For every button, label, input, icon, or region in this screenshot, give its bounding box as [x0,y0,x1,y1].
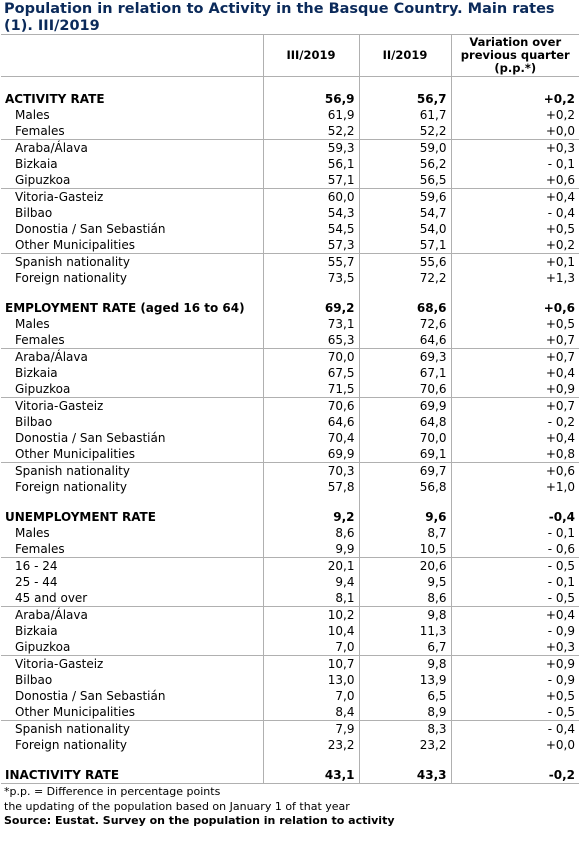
section-value: 68,6 [359,300,451,316]
row-value: 8,6 [263,525,359,541]
row-value: 8,1 [263,590,359,607]
row-value: 6,7 [359,639,451,656]
row-value: 69,7 [359,463,451,480]
row-value: 59,6 [359,189,451,206]
row-value: +0,5 [545,222,575,236]
table-row [1,349,579,366]
table-row [1,541,579,558]
row-value: +0,9 [545,382,575,396]
row-value: 56,8 [359,479,451,495]
row-value: +0,4 [545,366,575,380]
row-label: Foreign nationality [1,737,263,753]
row-value: +0,9 [451,656,579,673]
header-variation: Variation over previous quarter (p.p.*) [451,35,579,77]
table-row [1,688,579,704]
row-label: 16 - 24 [1,558,263,575]
table-row [1,107,579,123]
row-value: 8,7 [359,525,451,541]
section-value: +0,2 [543,92,575,106]
row-value: - 0,1 [547,157,575,171]
row-label: Donostia / San Sebastián [1,221,263,237]
rates-table [1,34,579,784]
row-value: 56,1 [263,156,359,172]
row-label: Males [1,107,263,123]
row-value: 10,7 [263,656,359,673]
section-value: 56,7 [359,91,451,107]
row-value: - 0,1 [547,575,575,589]
spacer-cell [1,495,263,509]
row-value: 73,1 [263,316,359,332]
row-value: 6,5 [359,688,451,704]
row-value: - 0,4 [451,721,579,738]
row-value: 69,9 [359,398,451,415]
table-row [1,365,579,381]
row-value: 23,2 [359,737,451,753]
footnote-population: the updating of the population based on January 1 of that year [4,800,350,813]
table-row [1,332,579,349]
table-row [1,704,579,721]
row-value: +0,2 [545,238,575,252]
row-label: Other Municipalities [1,704,263,721]
section-row [1,91,579,107]
header-blank [1,35,263,77]
section-row [1,509,579,525]
spacer-cell [359,753,451,767]
spacer-cell [1,753,263,767]
row-label: Bizkaia [1,623,263,639]
row-label: Bilbao [1,672,263,688]
row-value: 61,7 [359,107,451,123]
row-value: - 0,5 [547,705,575,719]
table-row [1,574,579,590]
section-label: UNEMPLOYMENT RATE [1,509,263,525]
spacer-cell [451,753,579,767]
row-value: 9,4 [263,574,359,590]
table-row [1,607,579,624]
section-value: -0,4 [548,510,575,524]
row-value: +0,7 [545,333,575,347]
row-value: 10,4 [263,623,359,639]
row-value: 70,3 [263,463,359,480]
section-value: 69,2 [263,300,359,316]
spacer-row [1,753,579,767]
table-row [1,237,579,254]
source-note: Source: Eustat. Survey on the population in relation to activity [4,814,395,827]
row-value: 61,9 [263,107,359,123]
section-value: 56,9 [263,91,359,107]
row-label: Bilbao [1,205,263,221]
row-value: 55,7 [263,254,359,271]
row-value: 57,1 [359,237,451,254]
table-row [1,221,579,237]
row-value: +0,4 [545,431,575,445]
row-value: 69,9 [263,446,359,463]
row-label: Vitoria-Gasteiz [1,398,263,415]
table-row [1,623,579,639]
table-row [1,189,579,206]
row-value: +0,2 [545,108,575,122]
row-value: 71,5 [263,381,359,398]
row-label: Females [1,541,263,558]
row-value: 20,6 [359,558,451,575]
row-label: Bizkaia [1,365,263,381]
table-row [1,479,579,495]
table-row [1,381,579,398]
footnote-pp: *p.p. = Difference in percentage points [4,785,221,798]
row-value: 8,6 [359,590,451,607]
row-value: 67,5 [263,365,359,381]
section-row [1,300,579,316]
row-value: +0,6 [545,173,575,187]
section-row [1,767,579,784]
row-label: Males [1,316,263,332]
row-value: +0,3 [451,140,579,157]
row-value: - 0,2 [547,415,575,429]
row-value: 20,1 [263,558,359,575]
spacer-cell [359,77,451,92]
section-value: 9,2 [263,509,359,525]
row-label: Foreign nationality [1,270,263,286]
section-value: 43,3 [359,767,451,784]
spacer-cell [263,753,359,767]
row-value: +1,3 [545,271,575,285]
row-value: 69,3 [359,349,451,366]
row-label: Gipuzkoa [1,172,263,189]
row-value: 64,8 [359,414,451,430]
row-value: 52,2 [359,123,451,140]
row-value: +0,3 [545,640,575,654]
row-value: +0,4 [451,189,579,206]
row-value: 69,1 [359,446,451,463]
table-row [1,316,579,332]
row-value: 54,3 [263,205,359,221]
section-value: 43,1 [263,767,359,784]
table-row [1,172,579,189]
row-value: 59,0 [359,140,451,157]
row-value: 54,0 [359,221,451,237]
row-value: 9,8 [359,607,451,624]
row-value: 60,0 [263,189,359,206]
row-value: 7,9 [263,721,359,738]
row-value: +1,0 [545,480,575,494]
row-label: Spanish nationality [1,721,263,738]
row-value: 7,0 [263,688,359,704]
row-value: 54,5 [263,221,359,237]
header-previous-quarter: II/2019 [359,35,451,77]
row-value: +0,0 [545,124,575,138]
row-value: 70,6 [359,381,451,398]
row-value: 10,2 [263,607,359,624]
row-value: +0,1 [451,254,579,271]
row-value: +0,0 [545,738,575,752]
table-row [1,721,579,738]
spacer-cell [1,286,263,300]
section-label: INACTIVITY RATE [1,767,263,784]
row-label: Vitoria-Gasteiz [1,656,263,673]
row-value: 54,7 [359,205,451,221]
row-value: 70,6 [263,398,359,415]
table-row [1,205,579,221]
table-body [1,77,579,784]
row-value: 11,3 [359,623,451,639]
row-value: +0,6 [451,463,579,480]
spacer-cell [359,286,451,300]
row-value: - 0,5 [451,558,579,575]
row-value: 8,9 [359,704,451,721]
row-value: 52,2 [263,123,359,140]
table-row [1,123,579,140]
row-label: Donostia / San Sebastián [1,688,263,704]
row-label: Araba/Álava [1,140,263,157]
row-label: Bizkaia [1,156,263,172]
row-value: 10,5 [359,541,451,558]
table-row [1,398,579,415]
row-value: +0,5 [545,317,575,331]
table-row [1,672,579,688]
spacer-cell [359,495,451,509]
table-row [1,156,579,172]
row-label: Bilbao [1,414,263,430]
row-value: 56,5 [359,172,451,189]
table-row [1,639,579,656]
row-value: 9,9 [263,541,359,558]
spacer-cell [263,286,359,300]
row-value: +0,8 [545,447,575,461]
row-label: Araba/Álava [1,349,263,366]
row-value: 70,4 [263,430,359,446]
row-value: 8,4 [263,704,359,721]
row-value: +0,4 [451,607,579,624]
row-value: 67,1 [359,365,451,381]
table-row [1,414,579,430]
row-value: 9,8 [359,656,451,673]
row-value: 8,3 [359,721,451,738]
row-label: Spanish nationality [1,463,263,480]
row-label: Females [1,332,263,349]
row-value: 55,6 [359,254,451,271]
row-value: 73,5 [263,270,359,286]
section-value: 9,6 [359,509,451,525]
row-value: 72,6 [359,316,451,332]
table-row [1,254,579,271]
row-value: 64,6 [359,332,451,349]
table-row [1,590,579,607]
row-value: 70,0 [359,430,451,446]
row-value: - 0,4 [547,206,575,220]
row-label: 25 - 44 [1,574,263,590]
section-value: +0,6 [543,301,575,315]
table-row [1,737,579,753]
section-label: EMPLOYMENT RATE (aged 16 to 64) [1,300,263,316]
spacer-row [1,286,579,300]
row-value: - 0,6 [547,542,575,556]
table-row [1,558,579,575]
spacer-cell [451,495,579,509]
page-title: Population in relation to Activity in the Basque Country. Main rates (1). III/2019 [4,1,555,34]
row-value: - 0,9 [547,673,575,687]
row-label: 45 and over [1,590,263,607]
section-label: ACTIVITY RATE [1,91,263,107]
row-value: 13,9 [359,672,451,688]
row-label: Araba/Álava [1,607,263,624]
spacer-cell [263,77,359,92]
row-value: - 0,5 [547,591,575,605]
row-value: 57,8 [263,479,359,495]
row-label: Other Municipalities [1,446,263,463]
table-row [1,430,579,446]
table-row [1,525,579,541]
header-current-quarter: III/2019 [263,35,359,77]
spacer-cell [451,77,579,92]
spacer-row [1,77,579,92]
row-value: 57,1 [263,172,359,189]
row-value: 65,3 [263,332,359,349]
spacer-cell [263,495,359,509]
row-value: 64,6 [263,414,359,430]
row-label: Donostia / San Sebastián [1,430,263,446]
row-value: 7,0 [263,639,359,656]
row-label: Males [1,525,263,541]
row-value: 9,5 [359,574,451,590]
table-row [1,270,579,286]
row-value: +0,7 [451,349,579,366]
row-value: +0,7 [451,398,579,415]
row-label: Females [1,123,263,140]
spacer-cell [1,77,263,92]
row-value: - 0,9 [547,624,575,638]
table-row [1,656,579,673]
row-value: 56,2 [359,156,451,172]
row-value: 70,0 [263,349,359,366]
section-value: -0,2 [451,767,579,784]
row-value: 72,2 [359,270,451,286]
row-label: Other Municipalities [1,237,263,254]
row-label: Foreign nationality [1,479,263,495]
table-row [1,463,579,480]
spacer-cell [451,286,579,300]
row-label: Vitoria-Gasteiz [1,189,263,206]
row-label: Gipuzkoa [1,639,263,656]
row-label: Spanish nationality [1,254,263,271]
row-value: 13,0 [263,672,359,688]
row-value: 59,3 [263,140,359,157]
row-value: 23,2 [263,737,359,753]
table-row [1,140,579,157]
table-row [1,446,579,463]
row-value: +0,5 [545,689,575,703]
row-value: - 0,1 [547,526,575,540]
row-value: 57,3 [263,237,359,254]
row-label: Gipuzkoa [1,381,263,398]
spacer-row [1,495,579,509]
